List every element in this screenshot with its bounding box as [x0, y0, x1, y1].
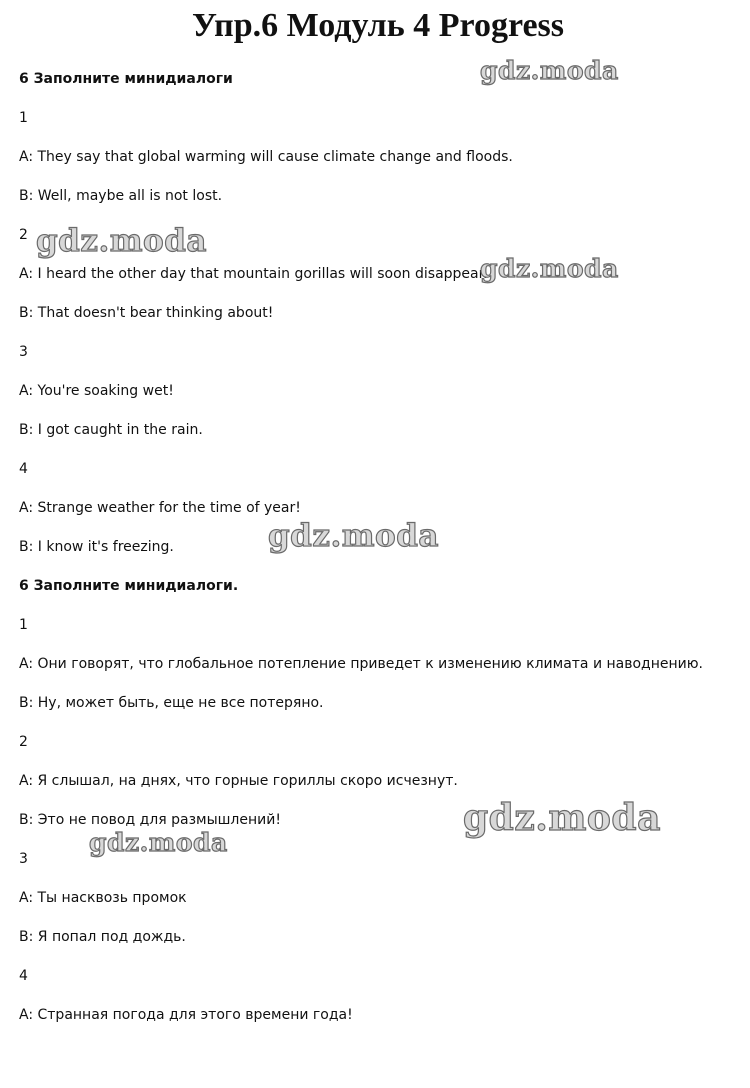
dialog-number: 4 — [19, 968, 28, 984]
page-title: Упр.6 Модуль 4 Progress — [191, 7, 564, 44]
dialog-number: 1 — [19, 110, 28, 126]
watermark-logo: gdz.moda — [36, 223, 207, 259]
dialog-number: 1 — [19, 617, 28, 633]
watermark-logo: gdz.moda — [463, 797, 661, 839]
section-heading-english: 6 Заполните минидиалоги — [19, 71, 233, 87]
dialog-line-a: A: I heard the other day that mountain gorillas will soon disappear. — [19, 266, 488, 282]
watermark-logo: gdz.moda — [480, 56, 619, 85]
dialog-line-a: A: Strange weather for the time of year! — [19, 500, 301, 516]
dialog-line-a: A: Они говорят, что глобальное потепление приведет к изменению климата и наводнению. — [19, 656, 703, 672]
watermark-logo: gdz.moda — [268, 518, 439, 554]
dialog-line-b: B: That doesn't bear thinking about! — [19, 305, 274, 321]
dialog-line-b: B: I know it's freezing. — [19, 539, 174, 555]
dialog-number: 3 — [19, 851, 28, 867]
dialog-number: 2 — [19, 227, 28, 243]
dialog-line-b: B: Это не повод для размышлений! — [19, 812, 281, 828]
dialog-line-b: B: I got caught in the rain. — [19, 422, 203, 438]
dialog-number: 2 — [19, 734, 28, 750]
dialog-line-a: A: They say that global warming will cause climate change and floods. — [19, 149, 513, 165]
dialog-line-b: B: Ну, может быть, еще не все потеряно. — [19, 695, 324, 711]
watermark-logo: gdz.moda — [89, 828, 228, 857]
dialog-line-a: A: You're soaking wet! — [19, 383, 174, 399]
dialog-line-b: B: Я попал под дождь. — [19, 929, 186, 945]
dialog-number: 4 — [19, 461, 28, 477]
dialog-line-a: A: Ты насквозь промок — [19, 890, 187, 906]
dialog-line-a: A: Я слышал, на днях, что горные гориллы скоро исчезнут. — [19, 773, 458, 789]
dialog-number: 3 — [19, 344, 28, 360]
dialog-line-a: A: Странная погода для этого времени года! — [19, 1007, 353, 1023]
dialog-line-b: B: Well, maybe all is not lost. — [19, 188, 223, 204]
section-heading-russian: 6 Заполните минидиалоги. — [19, 578, 239, 594]
watermark-logo: gdz.moda — [480, 254, 619, 283]
